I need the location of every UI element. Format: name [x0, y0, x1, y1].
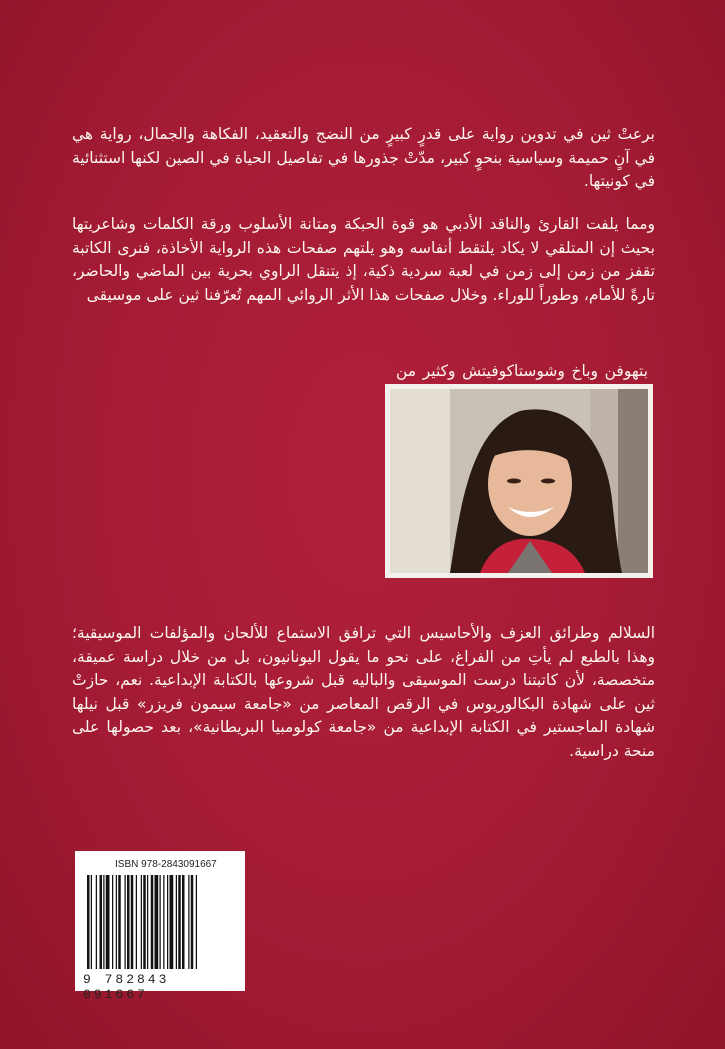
barcode-bar	[160, 875, 161, 969]
barcode-bar	[87, 875, 90, 969]
barcode-bar	[191, 875, 194, 969]
barcode-bar	[182, 875, 185, 969]
barcode-bar	[103, 875, 104, 969]
barcode-bar	[155, 875, 159, 969]
isbn-barcode	[75, 851, 245, 1002]
author-photo	[390, 389, 648, 573]
author-photo-frame	[385, 384, 653, 578]
barcode-bar	[196, 875, 197, 969]
blurb-paragraph-2: ومما يلفت القارئ والناقد الأدبي هو قوة الحبكة ومتانة الأسلوب ورقة الكلمات وشاعريتها بحيث إن المتلقي لا يكاد يلتقط أنفاسه وهو يلتهم صفحات هذه الرواية الأخاذة، فنرى الكاتبة تقفز من زمن إلى زمن في لعبة سردية ذكية، إذ يتنقل الراوي بحرية بين الماضي والحاضر، تارةً للأمام، وطوراً للوراء. وخلال صفحات هذا الأثر الروائي المهم تُعرّفنا ثين على موسيقى	[72, 215, 655, 304]
barcode-bar	[141, 875, 142, 969]
barcode-bar	[116, 875, 117, 969]
barcode-bars	[83, 875, 239, 973]
barcode-bar	[143, 875, 146, 969]
barcode-bar	[125, 875, 126, 969]
barcode-bar	[127, 875, 130, 969]
barcode-bar	[106, 875, 110, 969]
author-portrait-image	[390, 389, 648, 573]
barcode-bar	[118, 875, 121, 969]
barcode-bar	[147, 875, 148, 969]
barcode-bar	[151, 875, 154, 969]
barcode-bar	[136, 875, 137, 969]
barcode-bar	[112, 875, 113, 969]
barcode-bar	[100, 875, 103, 969]
barcode-bar	[167, 875, 168, 969]
barcode-bar	[163, 875, 164, 969]
barcode-bar	[91, 875, 92, 969]
barcode-bar	[96, 875, 97, 969]
barcode-bar	[176, 875, 177, 969]
isbn-label: ISBN 978-2843091667	[115, 859, 217, 870]
ean-digits: 9 782843 091667	[83, 972, 170, 1002]
blurb-paragraph-3: السلالم وطرائق العزف والأحاسيس التي ترافق الاستماع للألحان والمؤلفات الموسيقية؛ وهذا بالطبع لم يأتِ من الفراغ، على نحو ما يقول اليونانيون، بل من خلال دراسة عميقة، متخصصة، لأن كاتبتنا درست الموسيقى والباليه قبل شروعها بالكتابة الإبداعية. نعم، حازتْ ثين على شهادة البكالوريوس في الرقص المعاصر من «جامعة سيمون فريزر» قبل نيلها شهادة الماجستير في الكتابة الإبداعية من «جامعة كولومبيا البريطانية»، بعد حصولها على منحة دراسية.	[72, 624, 655, 760]
barcode-bar	[170, 875, 174, 969]
blurb-paragraph-side: بتهوفن وباخ وشوستاكوفيتش وكثير من	[396, 362, 648, 380]
blurb-paragraph-1: برعتْ ثين في تدوين رواية على قدرٍ كبيرٍ من النضج والتعقيد، الفكاهة والجمال، رواية هي في آنٍ حميمة وسياسية بنحوٍ كبير، مدّتْ جذورها في تفاصيل الحياة في الصين لكنها استثنائية في كونيتها.	[72, 125, 655, 191]
barcode-bar	[131, 875, 134, 969]
barcode-bar	[178, 875, 181, 969]
barcode-bar	[188, 875, 189, 969]
